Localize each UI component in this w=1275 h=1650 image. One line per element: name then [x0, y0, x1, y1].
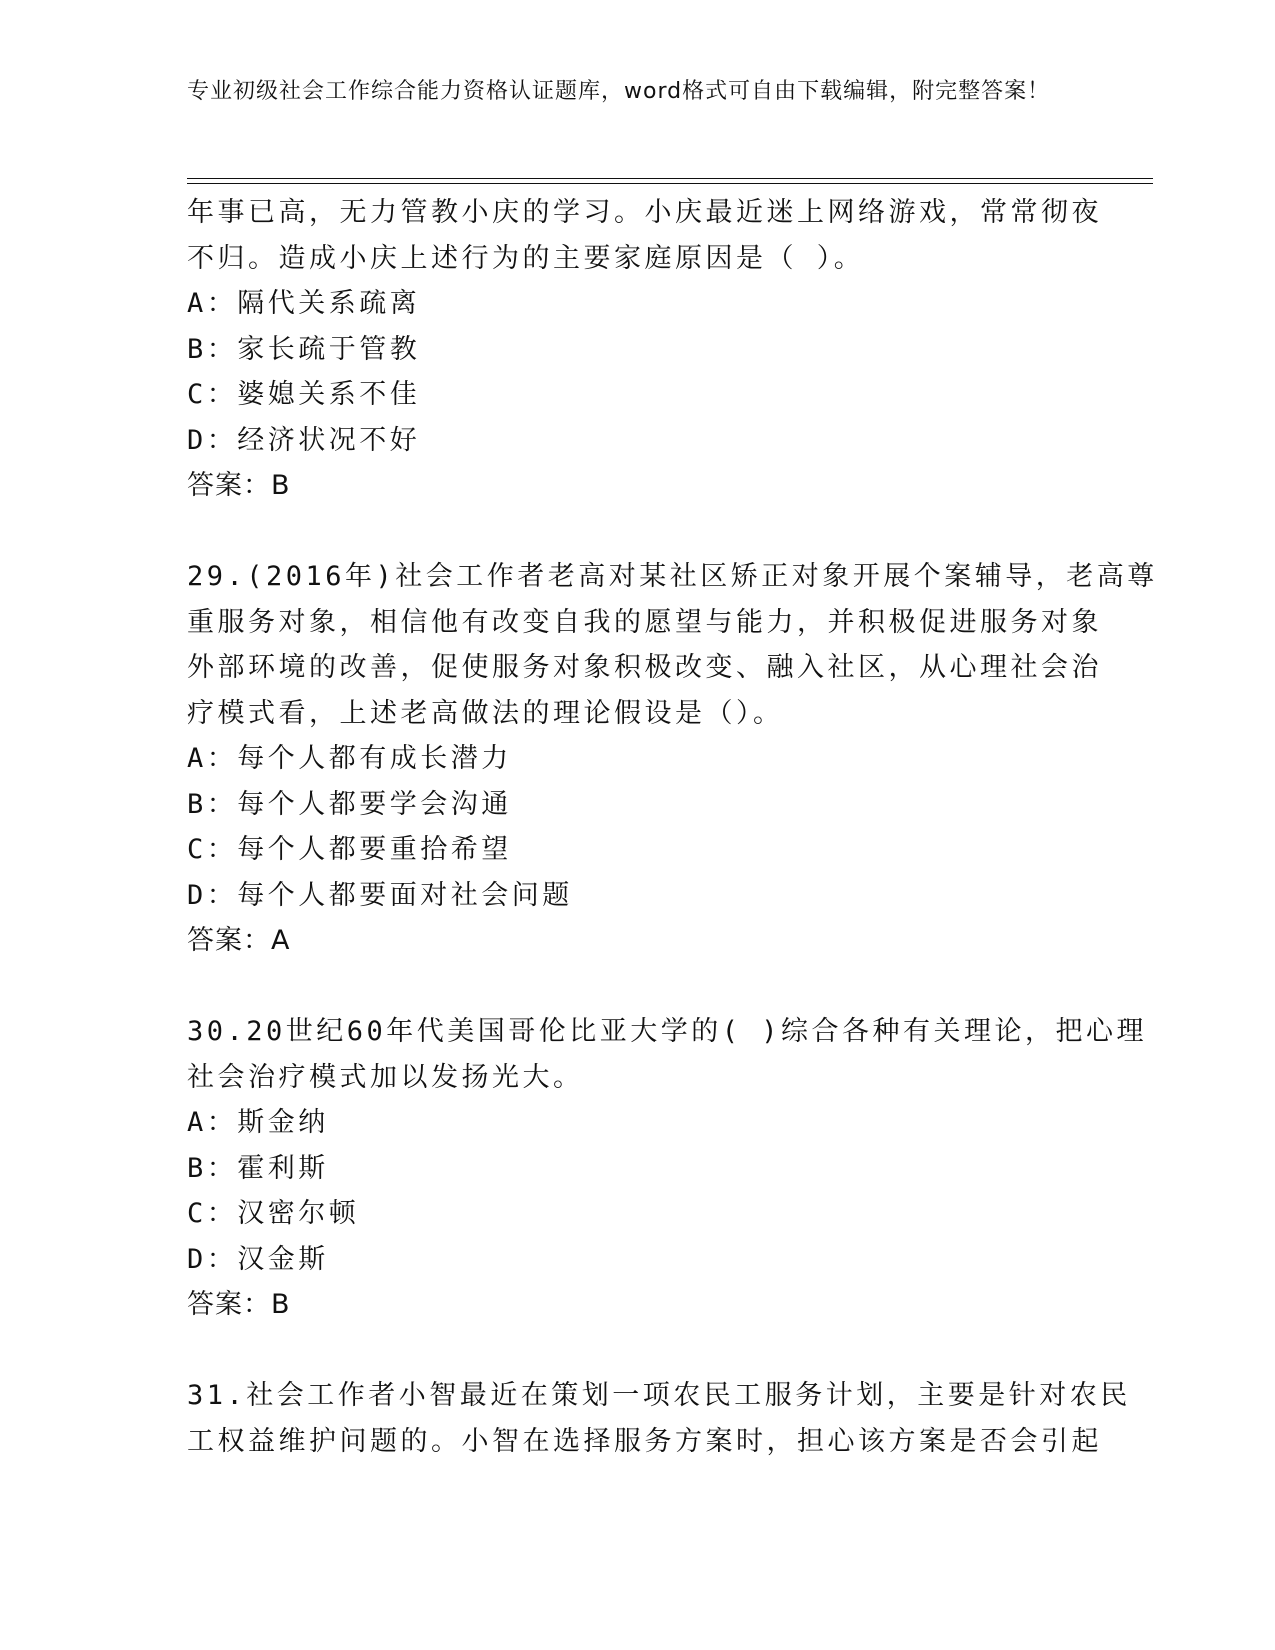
spacer — [187, 1328, 1087, 1374]
question-stem-line: 外部环境的改善，促使服务对象积极改变、融入社区，从心理社会治 — [187, 652, 1102, 683]
option-a: A：斯金纳 — [187, 1107, 329, 1138]
question-stem-line: 29.(2016年)社会工作者老高对某社区矫正对象开展个案辅导，老高尊 — [187, 561, 1158, 592]
question-stem-line: 疗模式看，上述老高做法的理论假设是（）。 — [187, 697, 784, 729]
question-stem-line: 31.社会工作者小智最近在策划一项农民工服务计划，主要是针对农民 — [187, 1380, 1131, 1411]
question-block — [187, 1373, 1131, 1464]
answer-line: 答案：A — [187, 925, 291, 956]
answer-line: 答案：B — [187, 1289, 291, 1320]
question-stem-line: 不归。造成小庆上述行为的主要家庭原因是（ ）。 — [187, 242, 865, 274]
option-a: A：每个人都有成长潜力 — [187, 743, 512, 774]
question-stem-line: 社会治疗模式加以发扬光大。 — [187, 1061, 584, 1093]
option-b: B：霍利斯 — [187, 1152, 329, 1184]
question-block — [187, 1009, 1148, 1328]
option-b: B：家长疏于管教 — [187, 333, 421, 365]
header-rule-top — [187, 178, 1153, 179]
option-d: D：经济状况不好 — [187, 424, 421, 456]
option-d: D：汉金斯 — [187, 1243, 329, 1275]
option-b: B：每个人都要学会沟通 — [187, 788, 512, 820]
question-list — [187, 190, 1158, 1464]
document-header: 专业初级社会工作综合能力资格认证题库，word格式可自由下载编辑，附完整答案！ — [187, 79, 1051, 104]
question-stem-line: 工权益维护问题的。小智在选择服务方案时，担心该方案是否会引起 — [187, 1425, 1102, 1457]
header-rule-bottom — [187, 183, 1153, 184]
option-c: C：汉密尔顿 — [187, 1198, 360, 1229]
question-stem-line: 重服务对象，相信他有改变自我的愿望与能力，并积极促进服务对象 — [187, 606, 1102, 638]
question-stem-line: 30.20世纪60年代美国哥伦比亚大学的( )综合各种有关理论，把心理 — [187, 1016, 1148, 1047]
option-a: A：隔代关系疏离 — [187, 288, 421, 319]
question-block — [187, 190, 1102, 509]
question-stem-line: 年事已高，无力管教小庆的学习。小庆最近迷上网络游戏，常常彻夜 — [187, 197, 1102, 228]
option-c: C：婆媳关系不佳 — [187, 379, 421, 410]
option-d: D：每个人都要面对社会问题 — [187, 879, 573, 911]
option-c: C：每个人都要重拾希望 — [187, 834, 512, 865]
question-block — [187, 554, 1158, 964]
spacer — [187, 964, 1087, 1010]
spacer — [187, 509, 1087, 555]
answer-line: 答案：B — [187, 470, 291, 501]
